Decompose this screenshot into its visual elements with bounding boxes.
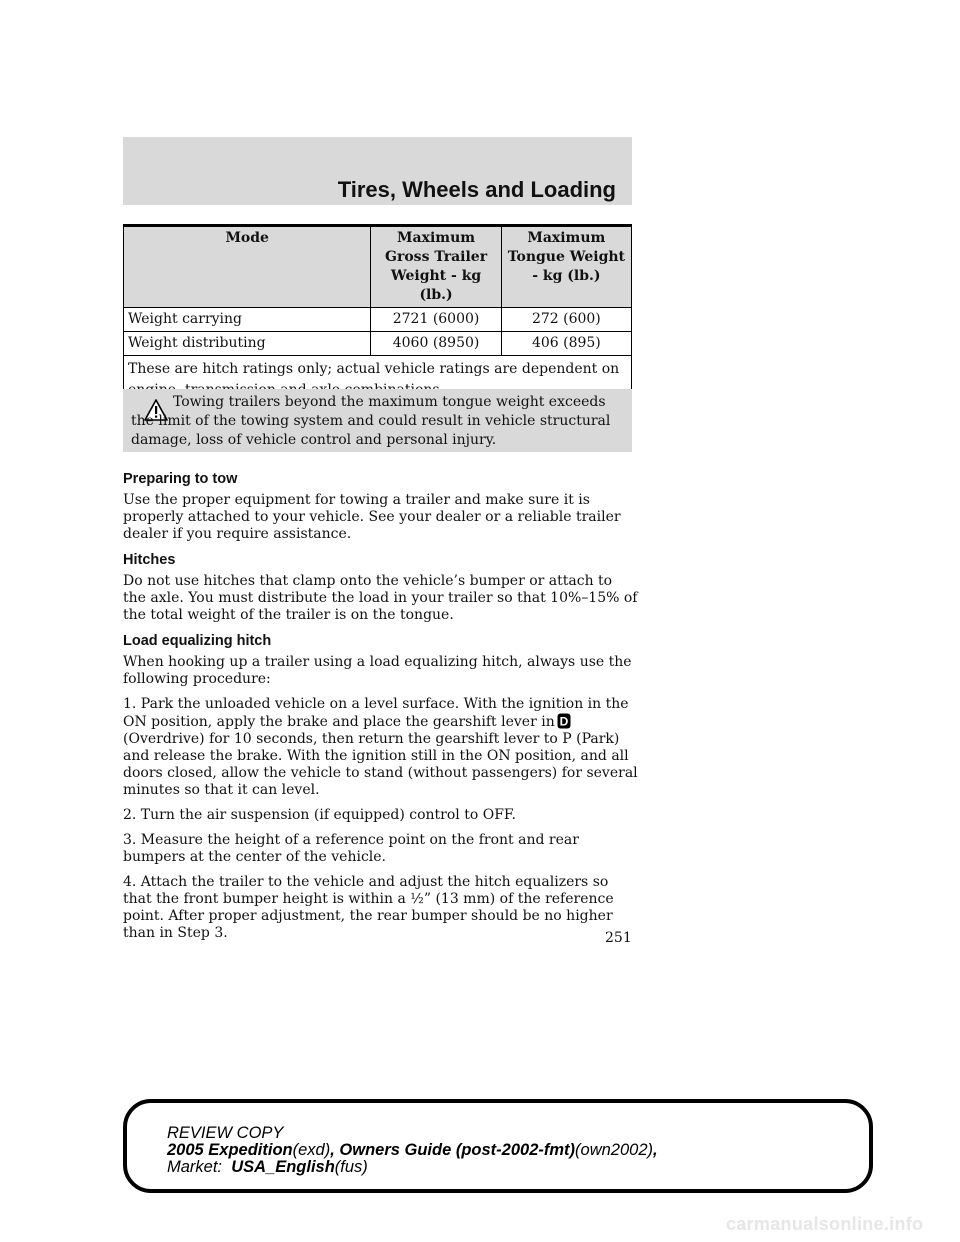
paragraph-procedure-intro: When hooking up a trailer using a load equalizing hitch, always use the following procedure: xyxy=(123,654,632,687)
cell-gross-trailer-weight: 4060 (8950) xyxy=(371,332,501,356)
heading-load-equalizing-hitch: Load equalizing hitch xyxy=(123,633,272,649)
col-header-gross-trailer-weight: Maximum Gross Trailer Weight - kg (lb.) xyxy=(371,226,501,308)
paragraph-hitches: Do not use hitches that clamp onto the vehicle’s bumper or attach to the axle. You must distribute the load in your trailer so that 10%–15% of the total weight of the trailer is on the tongue. xyxy=(123,573,638,623)
table-row xyxy=(124,332,632,356)
heading-hitches: Hitches xyxy=(123,552,176,568)
svg-text:D: D xyxy=(559,714,569,729)
cell-mode: Weight distributing xyxy=(124,332,371,356)
cell-gross-trailer-weight: 2721 (6000) xyxy=(371,308,501,332)
table-note: These are hitch ratings only; actual vehicle ratings are dependent on xyxy=(124,356,632,405)
review-copy-label: REVIEW COPY xyxy=(167,1124,284,1142)
section-title: Tires, Wheels and Loading xyxy=(337,177,616,202)
warning-box xyxy=(123,389,632,452)
review-market-line: Market: USA_English(fus) xyxy=(167,1158,368,1176)
main-content xyxy=(123,470,638,950)
section-header xyxy=(123,137,632,205)
review-copy-text xyxy=(167,1125,867,1176)
step-2: 2. Turn the air suspension (if equipped) control to OFF. xyxy=(123,807,516,823)
cell-tongue-weight: 406 (895) xyxy=(501,332,631,356)
warning-text: Towing trailers beyond the maximum tongue weight exceeds the limit of the towing system and could result in vehicle structural damage, loss of vehicle control and personal injury. xyxy=(131,394,611,448)
table-row xyxy=(124,308,632,332)
step-4: 4. Attach the trailer to the vehicle and adjust the hitch equalizers so that the front bumper height is within a ½” (13 mm) of the reference point. After proper adjustment, the rear bumper should be no higher than in Step 3. xyxy=(123,874,614,941)
cell-tongue-weight: 272 (600) xyxy=(501,308,631,332)
page-number: 251 xyxy=(605,930,632,946)
heading-preparing-to-tow: Preparing to tow xyxy=(123,471,238,487)
review-copy-box xyxy=(123,1099,873,1193)
hitch-ratings-table xyxy=(123,224,632,405)
step-3: 3. Measure the height of a reference point on the front and rear bumpers at the center of the vehicle. xyxy=(123,832,579,865)
table-header-row xyxy=(124,226,632,308)
paragraph-preparing-to-tow: Use the proper equipment for towing a trailer and make sure it is properly attached to your vehicle. See your dealer or a reliable trailer dealer if you require assistance. xyxy=(123,492,621,542)
col-header-mode: Mode xyxy=(124,226,371,308)
review-model-line: 2005 Expedition(exd), Owners Guide (post-2002-fmt)(own2002), xyxy=(167,1141,658,1159)
cell-mode: Weight carrying xyxy=(124,308,371,332)
watermark: carmanualsonline.info xyxy=(726,1214,924,1234)
overdrive-symbol-icon xyxy=(557,713,571,729)
col-header-tongue-weight: Maximum Tongue Weight - kg (lb.) xyxy=(501,226,631,308)
step-1: 1. Park the unloaded vehicle on a level surface. With the ignition in the ON position, apply the brake and place the gearshift lever in D (Overdrive) for 10 seconds, then return the gearshift lever to P (Park) and release the brake. With the ignition still in the ON position, and all doors closed, allow the vehicle to stand (without passengers) for several minutes so that it can level. xyxy=(123,696,638,798)
